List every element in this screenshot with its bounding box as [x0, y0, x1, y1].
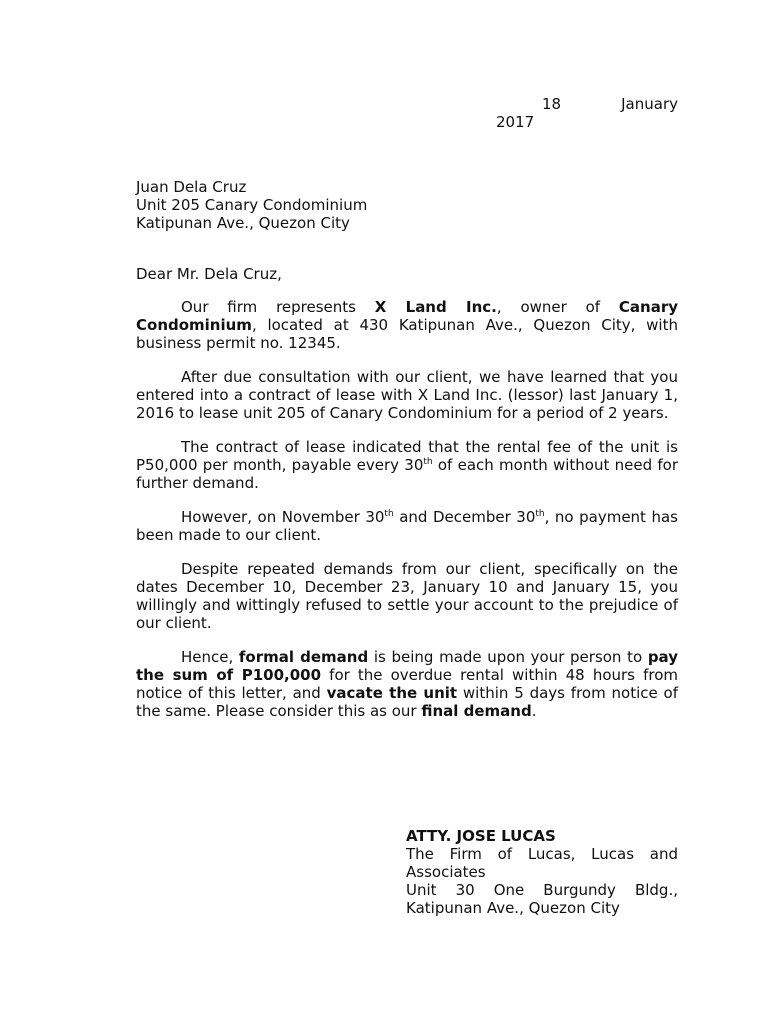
date-day: 18 [542, 95, 562, 113]
firm-name-line [406, 845, 678, 863]
ordinal-suffix: th [535, 509, 545, 519]
address-word: Unit [406, 881, 437, 899]
firm-address-line [406, 881, 678, 899]
signatory-name: ATTY. JOSE LUCAS [406, 827, 556, 845]
recipient-address: Katipunan Ave., Quezon City [136, 214, 350, 232]
p4-text: However, on November 30 [181, 508, 385, 526]
p1-text: , owner of [496, 298, 619, 316]
formal-demand-phrase: formal demand [238, 648, 369, 666]
p6-text: . [531, 702, 537, 720]
final-demand-phrase: final demand [421, 702, 532, 720]
p4-text: , no payment has been made to our client. [136, 508, 678, 544]
p1-text: Our firm represents [181, 298, 375, 316]
address-word: Bldg., [634, 881, 678, 899]
ordinal-suffix: th [384, 509, 394, 519]
salutation: Dear Mr. Dela Cruz, [136, 265, 282, 283]
paragraph-repeated-demands: Despite repeated demands from our client, specifically on the dates December 10, December 23, January 10 and January 15, you willingly and wittingly refused to settle your account to the prejudice of our client. [136, 560, 678, 632]
firm-word: of [497, 845, 513, 863]
date-month: January [621, 95, 678, 113]
firm-word: Firm [449, 845, 482, 863]
p6-text: Hence, [181, 648, 239, 666]
vacate-demand-phrase: vacate the unit [326, 684, 458, 702]
paragraph-firm-representation [136, 298, 678, 352]
date-line [496, 95, 678, 113]
p6-text: within 5 days from notice of the same. Please consider this as our [136, 684, 678, 720]
p3-text: of each month without need for further demand. [136, 456, 678, 492]
paragraph-formal-demand [136, 648, 678, 720]
paragraph-nonpayment [136, 508, 678, 544]
p3-text: The contract of lease indicated that the rental fee of the unit is P50,000 per month, payable every 30 [136, 438, 678, 474]
p6-text: for the overdue rental within 48 hours from notice of this letter, and [136, 666, 678, 702]
date-year: 2017 [496, 113, 535, 131]
firm-word: and [649, 845, 678, 863]
property-name: Canary Condominium [136, 298, 678, 334]
firm-word: Lucas [591, 845, 635, 863]
recipient-block [136, 178, 367, 232]
letter-date [496, 95, 678, 131]
client-name: X Land Inc. [374, 298, 497, 316]
firm-word: The [406, 845, 434, 863]
address-word: 30 [455, 881, 475, 899]
paragraph-lease-contract: After due consultation with our client, we have learned that you entered into a contract of lease with X Land Inc. (lessor) last January 1, 2016 to lease unit 205 of Canary Condominium for a period of 2 years. [136, 368, 678, 422]
paragraph-rental-terms [136, 438, 678, 492]
ordinal-suffix: th [423, 457, 433, 467]
p6-text: is being made upon your person to [368, 648, 648, 666]
signature-block [406, 827, 678, 917]
firm-address-city: Katipunan Ave., Quezon City [406, 899, 620, 917]
letter-body [136, 298, 678, 736]
firm-name-continued: Associates [406, 863, 486, 881]
payment-demand-phrase: pay the sum of P100,000 [136, 648, 678, 684]
p1-text: , located at 430 Katipunan Ave., Quezon City, with business permit no. 12345. [136, 316, 678, 352]
firm-word: Lucas, [527, 845, 576, 863]
p4-text: and December 30 [393, 508, 536, 526]
address-word: One [493, 881, 525, 899]
address-word: Burgundy [543, 881, 616, 899]
recipient-name: Juan Dela Cruz [136, 178, 247, 196]
recipient-unit: Unit 205 Canary Condominium [136, 196, 368, 214]
